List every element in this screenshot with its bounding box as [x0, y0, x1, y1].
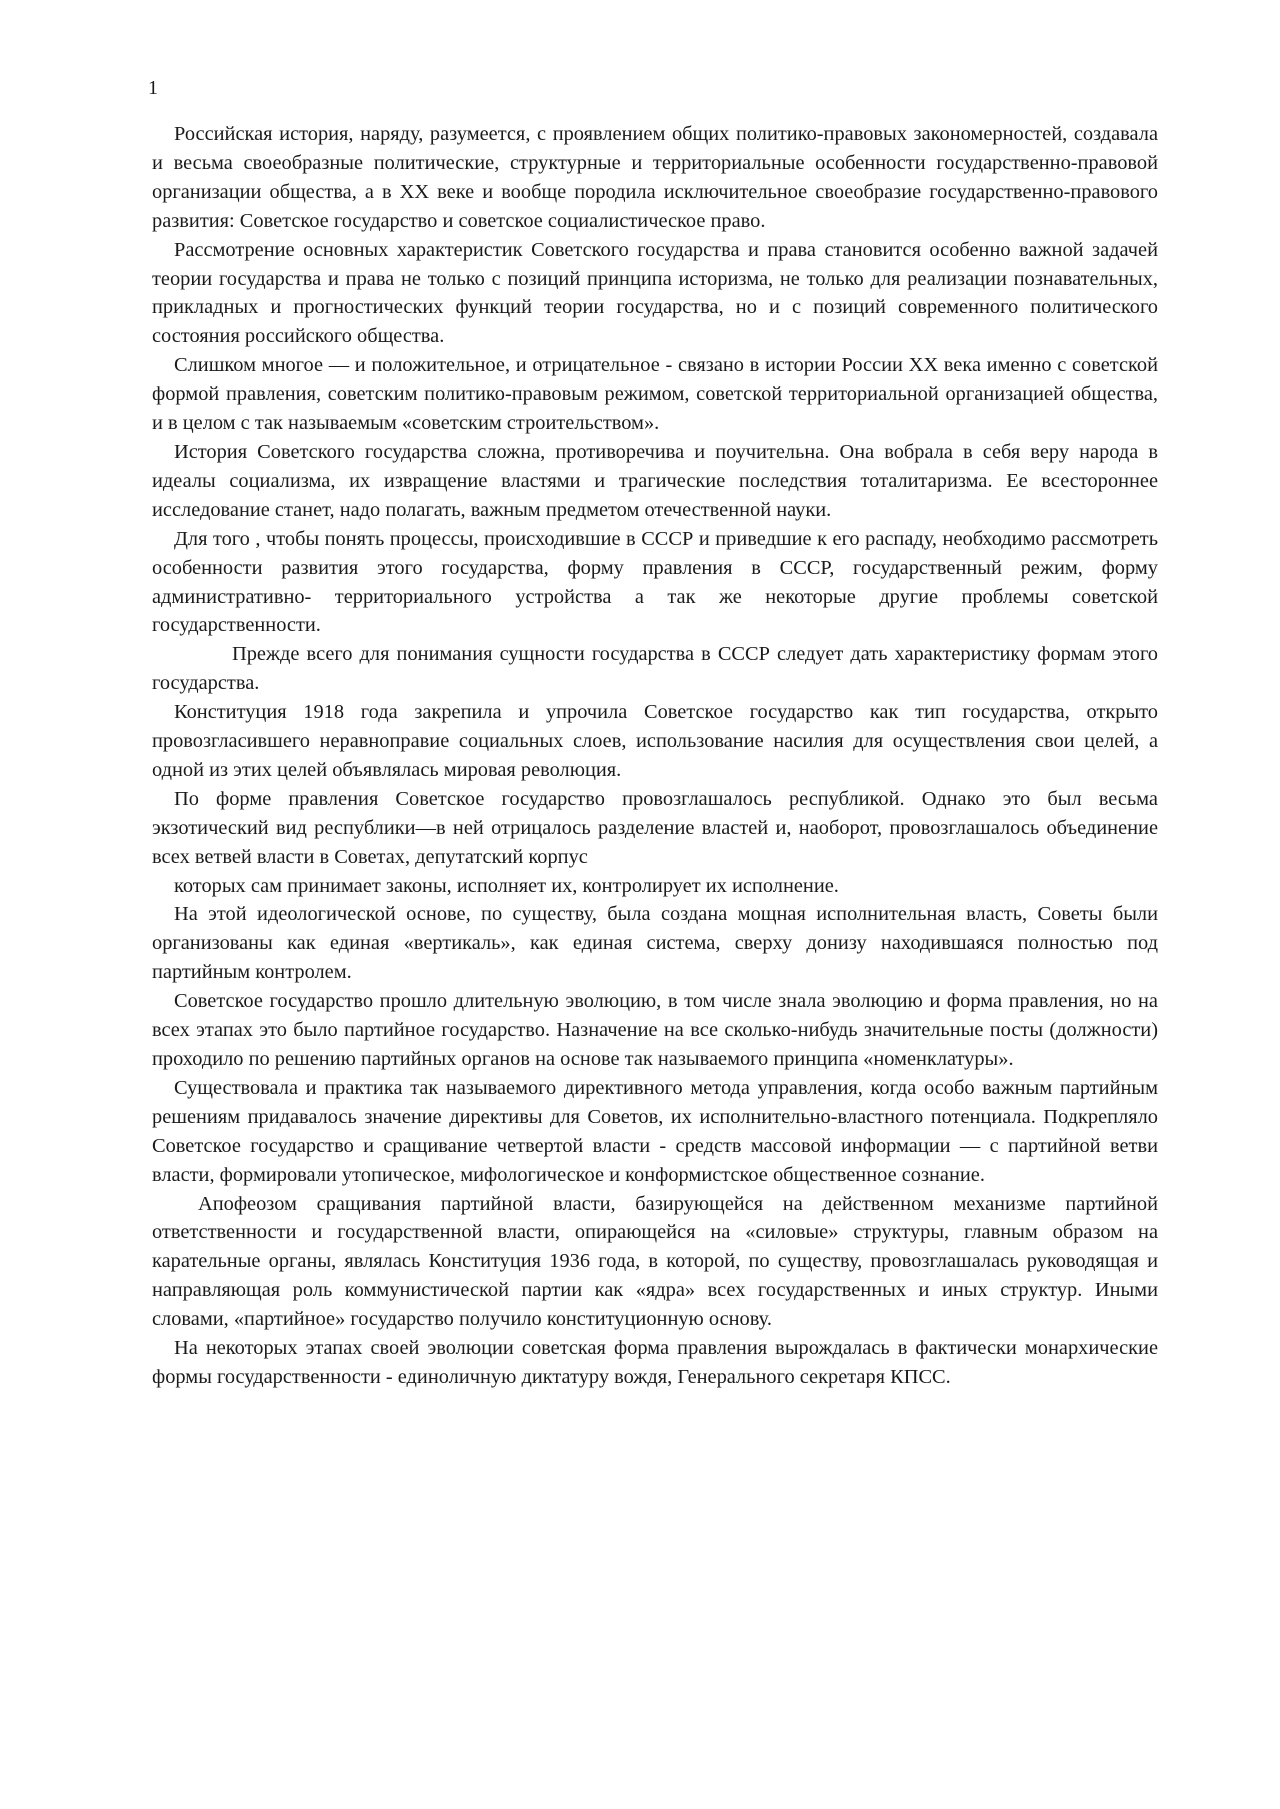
- paragraph: Советское государство прошло длительную эволюцию, в том числе знала эволюцию и форма правления, но на всех этапах это было партийное государство. Назначение на все сколько-нибудь значительные посты (должности) проходило по решению партийных органов на основе так называемого принципа «номенклатуры».: [152, 990, 1158, 1070]
- paragraph: Рассмотрение основных характеристик Советского государства и права становится особенно важной задачей теории государства и права не только с позиций принципа историзма, не только для реализации познавательных, прикладных и прогностических функций теории государства, но и с позиций современного политического состояния российского общества.: [152, 238, 1158, 348]
- paragraph: Слишком многое — и положительное, и отрицательное - связано в истории России XX века именно с советской формой правления, советским политико-правовым режимом, советской территориальной организацией общества, и в целом с так называемым «советским строительством».: [152, 354, 1158, 435]
- page-number: 1: [148, 77, 158, 99]
- paragraph: История Советского государства сложна, противоречива и поучительна. Она вобрала в себя веру народа в идеалы социализма, их извращение властями и трагические последствия тоталитаризма. Ее всестороннее исследование станет, надо полагать, важным предметом отечественной науки.: [152, 440, 1158, 521]
- paragraph: Существовала и практика так называемого директивного метода управления, когда особо важным партийным решениям придавалось значение директивы для Советов, их исполнительно-властного потенциала. Подкрепляло Советское государство и сращивание четвертой власти - средств массовой информации — с партийной ветви власти, формировали утопическое, мифологическое и конформистское общественное сознание.: [152, 1076, 1158, 1186]
- paragraph: Прежде всего для понимания сущности государства в СССР следует дать характеристику формам этого государства.: [152, 643, 1158, 695]
- paragraph: Конституция 1918 года закрепила и упрочила Советское государство как тип государства, открыто провозгласившего неравноправие социальных слоев, использование насилия для осуществления свои целей, а одной из этих целей объявлялась мировая революция.: [152, 701, 1158, 781]
- paragraph: Для того , чтобы понять процессы, происходившие в СССР и приведшие к его распаду, необходимо рассмотреть особенности развития этого государства, форму правления в СССР, государственный режим, форму административно- территориального устройства а так же некоторые другие проблемы советской государственности.: [152, 527, 1158, 637]
- paragraph: На этой идеологической основе, по существу, была создана мощная исполнительная власть, Советы были организованы как единая «вертикаль», как единая система, сверху донизу находившаяся полностью под партийным контролем.: [152, 903, 1158, 984]
- paragraph: которых сам принимает законы, исполняет их, контролирует их исполнение.: [174, 874, 839, 897]
- paragraph: Апофеозом сращивания партийной власти, базирующейся на действенном механизме партийной ответственности и государственной власти, опирающейся на «силовые» структуры, главным образом на карательные органы, являлась Конституция 1936 года, в которой, по существу, провозглашалась руководящая и направляющая роль коммунистической партии как «ядра» всех государственных и иных структур. Иными словами, «партийное» государство получило конституционную основу.: [152, 1192, 1158, 1331]
- paragraph: Российская история, наряду, разумеется, с проявлением общих политико-правовых закономерностей, создавала и весьма своеобразные политические, структурные и территориальные особенности государственно-правовой организации общества, а в XX веке и вообще породила исключительное своеобразие государственно-правового развития: Советское государство и советское социалистическое право.: [152, 123, 1158, 232]
- paragraph: По форме правления Советское государство провозглашалось республикой. Однако это был весьма экзотический вид республики—в ней отрицалось разделение властей и, наоборот, провозглашалось объединение всех ветвей власти в Советах, депутатский корпус: [152, 787, 1158, 868]
- paragraph: На некоторых этапах своей эволюции советская форма правления вырождалась в фактически монархические формы государственности - единоличную диктатуру вождя, Генерального секретаря КПСС.: [152, 1337, 1158, 1388]
- body-text: [152, 120, 1158, 1392]
